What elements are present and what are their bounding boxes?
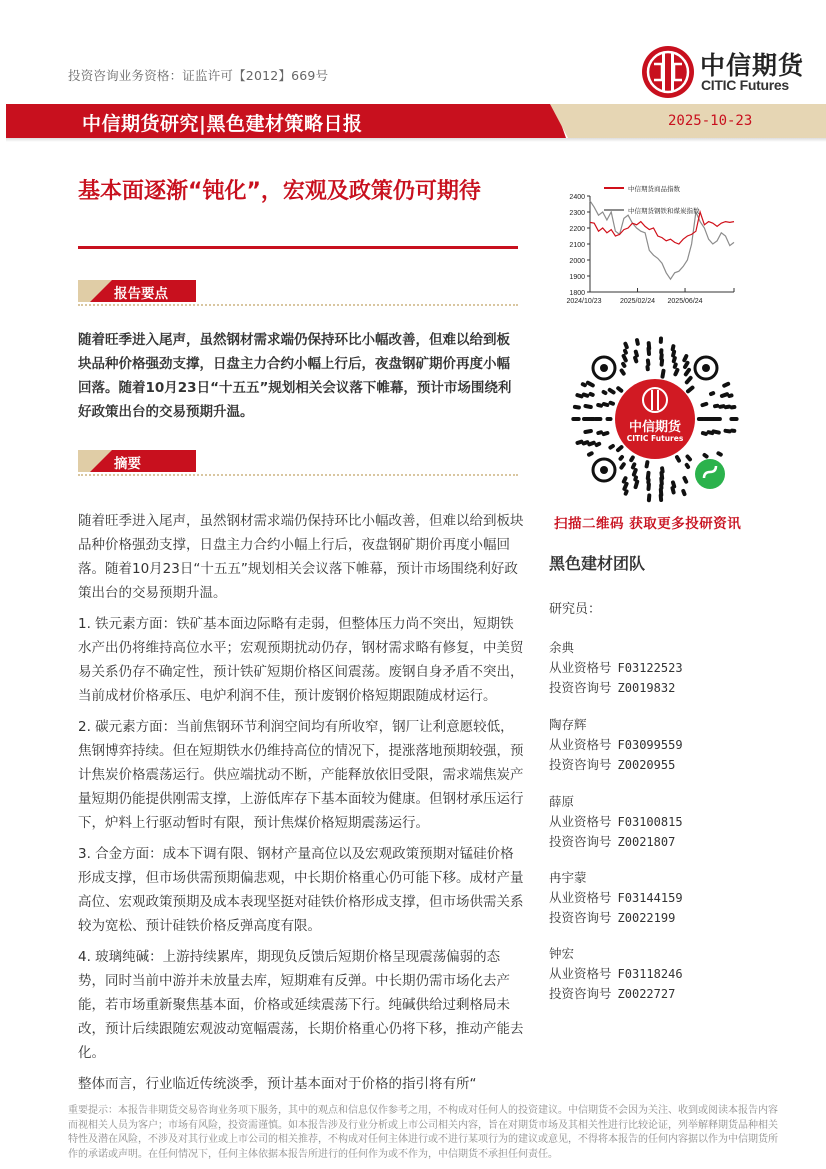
- analyst-card: [549, 638, 683, 698]
- analyst-card: [549, 944, 683, 1004]
- abstract-body: [78, 509, 524, 1103]
- invest-label: 投资咨询号: [549, 910, 612, 925]
- qr-center-en: CITIC Futures: [626, 434, 684, 443]
- analyst-card: [549, 792, 683, 852]
- analyst-name: 陶存辉: [549, 717, 587, 732]
- qr-code[interactable]: [570, 334, 740, 504]
- report-banner: [6, 104, 826, 138]
- qual-label: 从业资格号: [549, 966, 612, 981]
- section-tag-abstract: [78, 450, 518, 472]
- qual-number: F03144159: [617, 891, 683, 905]
- report-date: 2025-10-23: [668, 113, 753, 129]
- qual-number: F03118246: [617, 967, 683, 981]
- headline-divider: [78, 246, 518, 249]
- headline: 基本面逐渐“钝化”，宏观及政策仍可期待: [78, 179, 481, 204]
- banner-shadow: [6, 138, 826, 142]
- logo-text-cn: 中信期货: [700, 51, 805, 80]
- invest-label: 投资咨询号: [549, 757, 612, 772]
- invest-label: 投资咨询号: [549, 986, 612, 1001]
- qual-number: F03099559: [617, 738, 683, 752]
- analyst-name: 薛原: [549, 794, 575, 809]
- invest-number: Z0022199: [617, 911, 676, 925]
- abstract-item-glass-soda: 4. 玻璃纯碱：上游持续累库，期现负反馈后短期价格呈现震荡偏弱的态势，同时当前中游并未放量去库，短期难有反弹。中长期仍需市场化去产能，若市场重新聚焦基本面，价格或延续震荡下行。纯碱供给过剩格局未改，预计后续跟随宏观波动宽幅震荡，长期价格重心仍将下移，推动产能去化。: [78, 949, 524, 1061]
- y-tick-label: 2300: [569, 210, 585, 217]
- qr-center-cn: 中信期货: [628, 420, 681, 435]
- section-dotted-rule: [78, 304, 518, 306]
- qual-label: 从业资格号: [549, 660, 612, 675]
- section-tag-label: 摘要: [114, 456, 141, 472]
- y-tick-label: 2400: [569, 194, 585, 201]
- logo-text-en: CITIC Futures: [701, 77, 789, 93]
- abstract-paragraph: 随着旺季进入尾声，虽然钢材需求端仍保持环比小幅改善，但难以给到板块品种价格强劲支撑，日盘主力合约小幅上行后，夜盘钢矿期价再度小幅回落。随着10月23日“十五五”规划相关会议落下帷幕，预计市场围绕利好政策出台的交易预期升温。: [78, 513, 524, 601]
- qual-label: 从业资格号: [549, 890, 612, 905]
- legend-label: 中信期货钢铁和煤炭指数: [628, 208, 700, 215]
- abstract-conclusion: 整体而言，行业临近传统淡季，预计基本面对于价格的指引将有所“: [78, 1076, 477, 1092]
- invest-number: Z0022727: [617, 987, 676, 1001]
- section-tag-label: 报告要点: [114, 286, 168, 302]
- y-tick-label: 2000: [569, 258, 585, 265]
- citic-emblem-icon: [640, 44, 696, 100]
- invest-number: Z0020955: [617, 758, 676, 772]
- analyst-card: [549, 715, 683, 775]
- invest-number: Z0021807: [617, 835, 676, 849]
- index-chart: [554, 182, 744, 312]
- banner-title: 中信期货研究|黑色建材策略日报: [82, 113, 363, 135]
- x-tick-label: 2025/02/24: [619, 298, 656, 305]
- analyst-card: [549, 868, 683, 928]
- key-points-text: 随着旺季进入尾声，虽然钢材需求端仍保持环比小幅改善，但难以给到板块品种价格强劲支撑，日盘主力合约小幅上行后，夜盘钢矿期价再度小幅回落。随着10月23日“十五五”规划相关会议落下帷幕，预计市场围绕利好政策出台的交易预期升温。: [78, 332, 512, 420]
- abstract-item-carbon: 2. 碳元素方面：当前焦钢环节利润空间均有所收窄，钢厂让利意愿较低，焦钢博弈持续。但在短期铁水仍维持高位的情况下，提涨落地预期较强，预计焦炭价格震荡运行。供应端扰动不断，产能释放依旧受限，需求端焦炭产量短期仍能提供刚需支撑，上游低库存下基本面较为健康。但钢材承压运行下，炉料上行驱动暂时有限，预计焦煤价格短期震荡运行。: [78, 719, 524, 831]
- license-text: 投资咨询业务资格：证监许可【2012】669号: [68, 68, 329, 83]
- y-tick-label: 2200: [569, 226, 585, 233]
- abstract-item-alloy: 3. 合金方面：成本下调有限、钢材产量高位以及宏观政策预期对锰硅价格形成支撑，但市场供需预期偏悲观，中长期价格重心仍可能下移。成材产量高位、宏观政策预期及成本表现坚挺对硅铁价格形成支撑，但市场供需关系较为宽松、预计硅铁价格反弹高度有限。: [78, 846, 524, 934]
- abstract-item-iron: 1. 铁元素方面：铁矿基本面边际略有走弱，但整体压力尚不突出，短期铁水产出仍将维持高位水平；宏观预期扰动仍存，钢材需求略有修复，中美贸易关系仍存不确定性，预计铁矿短期价格区间震荡。废钢自身矛盾不突出，当前成材价格承压、电炉利润不佳，预计废钢价格短期跟随成材运行。: [78, 616, 524, 704]
- analyst-name: 钟宏: [549, 946, 575, 961]
- invest-number: Z0019832: [617, 681, 676, 695]
- researcher-label: 研究员：: [549, 602, 602, 617]
- invest-label: 投资咨询号: [549, 834, 612, 849]
- analyst-name: 冉宇蒙: [549, 870, 587, 885]
- qual-number: F03100815: [617, 815, 683, 829]
- y-tick-label: 1900: [569, 274, 585, 281]
- y-tick-label: 1800: [569, 290, 585, 297]
- analyst-name: 余典: [549, 640, 575, 655]
- team-title: 黑色建材团队: [549, 554, 646, 573]
- index-chart-svg: [554, 182, 744, 312]
- x-tick-label: 2024/10/23: [566, 298, 602, 305]
- x-tick-label: 2025/06/24: [667, 298, 703, 305]
- disclaimer: 重要提示：本报告非期货交易咨询业务项下服务，其中的观点和信息仅作参考之用，不构成对任何人的投资建议。中信期货不会因为关注、收到或阅读本报告内容而视相关人员为客户；市场有风险，投资需谨慎。如本报告涉及行业分析或上市公司相关内容，旨在对期货市场及其相关性进行比较论证，列举解释期货品种相关特性及潜在风险，不涉及对其行业或上市公司的相关推荐，不构成对任何主体进行或不进行某项行为的建议或意见，不得将本报告的任何内容据以作为中信期货所作的承诺或声明。在任何情况下，任何主体依据本报告所进行的任何作为或不作为，中信期货不承担任何责任。: [68, 1105, 778, 1160]
- qual-label: 从业资格号: [549, 814, 612, 829]
- citic-logo: [640, 44, 810, 100]
- section-dotted-rule: [78, 474, 518, 476]
- qual-number: F03122523: [617, 661, 683, 675]
- series-line-0: [590, 212, 734, 244]
- legend-label: 中信期货商品指数: [628, 186, 680, 193]
- section-tag-key-points: [78, 280, 518, 302]
- qual-label: 从业资格号: [549, 737, 612, 752]
- y-tick-label: 2100: [569, 242, 585, 249]
- qr-caption: 扫描二维码 获取更多投研资讯: [554, 516, 742, 532]
- invest-label: 投资咨询号: [549, 680, 612, 695]
